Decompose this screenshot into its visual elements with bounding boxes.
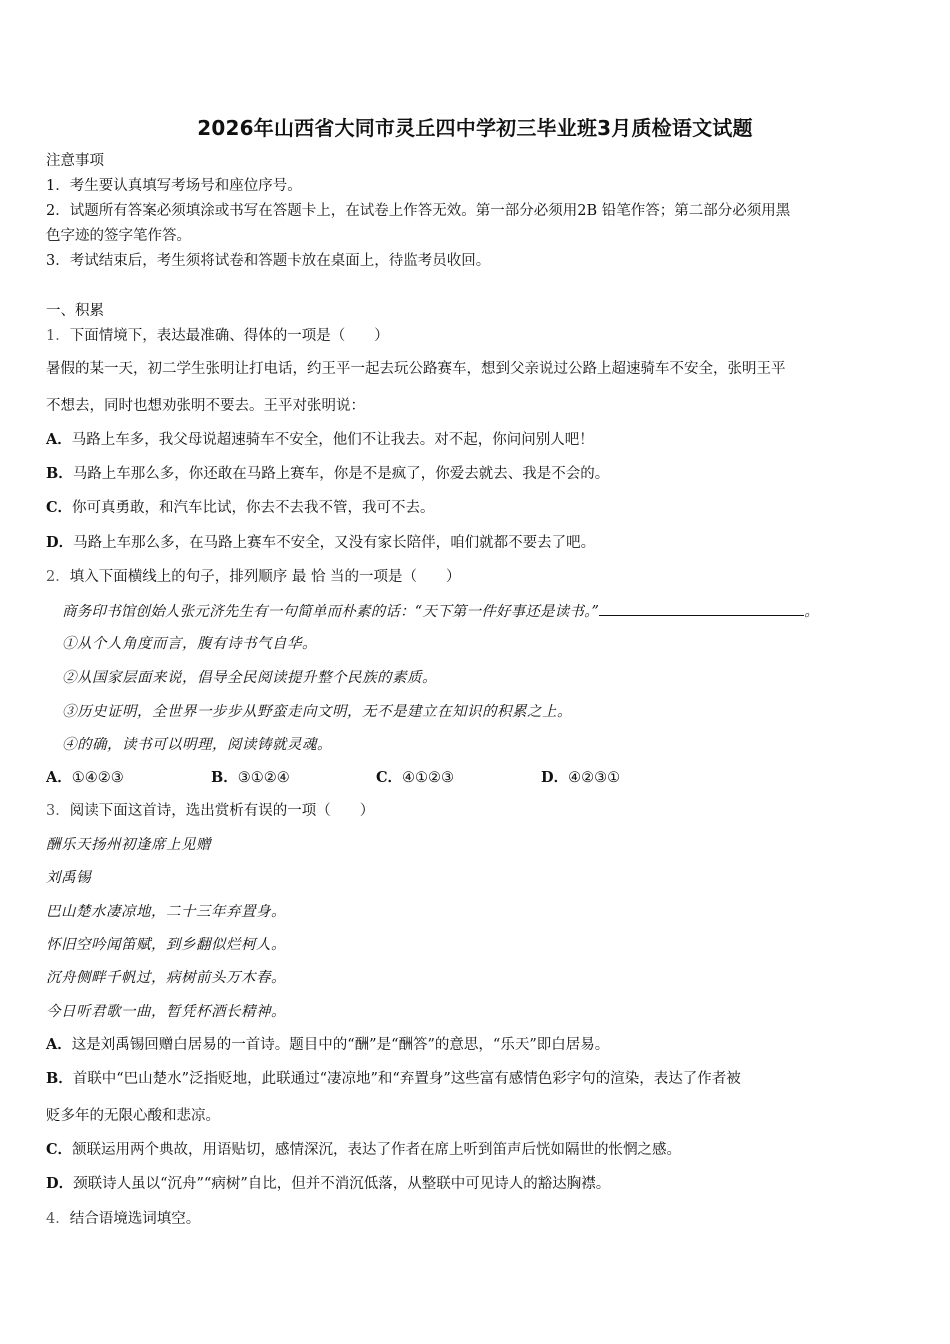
question-number: 2． — [46, 569, 70, 585]
option-d[interactable] — [46, 533, 906, 553]
option-text: 颔联运用两个典故，用语贴切，感情深沉，表达了作者在席上听到笛声后恍如隔世的怅惘之感。 — [72, 1142, 682, 1158]
option-d[interactable] — [541, 768, 620, 788]
question-number: 4． — [46, 1211, 70, 1227]
answer-blank[interactable] — [599, 601, 804, 616]
context-text: 商务印书馆创始人张元济先生有一句简单而朴素的话：“天下第一件好事还是读书。” — [62, 604, 600, 620]
exam-title: 2026年山西省大同市灵丘四中学初三毕业班3月质检语文试题 — [197, 116, 753, 140]
option-label: D． — [46, 534, 74, 551]
question-stem: 阅读下面这首诗，选出赏析有误的一项（ ） — [69, 803, 375, 819]
sentence-item: ④的确，读书可以明理，阅读铸就灵魂。 — [62, 737, 332, 753]
poem-line: 沉舟侧畔千帆过，病树前头万木春。 — [46, 970, 286, 986]
notice-item: 色字迹的签字笔作答。 — [46, 228, 191, 244]
option-text: 马路上车多，我父母说超速骑车不安全，他们不让我去。对不起，你问问别人吧！ — [71, 432, 594, 448]
option-d[interactable] — [46, 1174, 906, 1194]
poem-author: 刘禹锡 — [46, 870, 91, 886]
option-a[interactable] — [46, 1035, 906, 1055]
sentence-item: ②从国家层面来说，倡导全民阅读提升整个民族的素质。 — [62, 670, 437, 686]
context-end: 。 — [804, 604, 819, 620]
question-stem: 下面情境下，表达最准确、得体的一项是（ ） — [69, 328, 389, 344]
option-text: 首联中“巴山楚水”泛指贬地，此联通过“凄凉地”和“弃置身”这些富有感情色彩字句的渲染，表达了作者被 — [72, 1071, 741, 1087]
option-label: A． — [46, 1036, 72, 1053]
poem-line: 怀旧空吟闻笛赋，到乡翻似烂柯人。 — [46, 937, 286, 953]
option-text: 马路上车那么多，在马路上赛车不安全，又没有家长陪伴，咱们就都不要去了吧。 — [73, 535, 596, 551]
option-label: B． — [211, 769, 238, 786]
question-context: 不想去，同时也想劝张明不要去。王平对张明说： — [46, 398, 365, 414]
option-a[interactable] — [46, 430, 906, 450]
option-label: C． — [376, 769, 403, 786]
option-label: B． — [46, 465, 73, 482]
question-number: 3． — [46, 803, 70, 819]
option-text: ④②③① — [568, 770, 621, 786]
question-context — [62, 601, 910, 622]
question-stem: 填入下面横线上的句子，排列顺序 最 恰 当的一项是（ ） — [69, 569, 461, 585]
option-c[interactable] — [376, 768, 454, 788]
option-label: B． — [46, 1070, 73, 1087]
question-context: 暑假的某一天，初二学生张明让打电话，约王平一起去玩公路赛车，想到父亲说过公路上超速骑车不安全，张明王平 — [46, 361, 786, 377]
sentence-item: ③历史证明，全世界一步步从野蛮走向文明，无不是建立在知识的积累之上。 — [62, 704, 572, 720]
poem-title: 酬乐天扬州初逢席上见赠 — [46, 837, 211, 853]
question-1 — [46, 326, 906, 346]
option-b[interactable] — [46, 1069, 906, 1089]
option-text: 颈联诗人虽以“沉舟”“病树”自比，但并不消沉低落，从整联中可见诗人的豁达胸襟。 — [73, 1176, 611, 1192]
option-text: ①④②③ — [71, 770, 124, 786]
option-c[interactable] — [46, 1140, 906, 1160]
question-4 — [46, 1209, 906, 1229]
question-stem: 结合语境选词填空。 — [69, 1211, 201, 1227]
notice-item: 2．试题所有答案必须填涂或书写在答题卡上，在试卷上作答无效。第一部分必须用2B 铅笔作答；第二部分必须用黑 — [46, 203, 791, 219]
question-number: 1． — [46, 328, 70, 344]
option-label: A． — [46, 769, 72, 786]
option-text: 你可真勇敢，和汽车比试，你去不去我不管，我可不去。 — [72, 500, 435, 516]
notice-item: 1．考生要认真填写考场号和座位序号。 — [46, 178, 302, 194]
question-3 — [46, 801, 906, 821]
option-text: ④①②③ — [402, 770, 455, 786]
notice-item: 3．考试结束后，考生须将试卷和答题卡放在桌面上，待监考员收回。 — [46, 253, 491, 269]
poem-line: 巴山楚水凄凉地，二十三年弃置身。 — [46, 904, 286, 920]
option-text: 这是刘禹锡回赠白居易的一首诗。题目中的“酬”是“酬答”的意思，“乐天”即白居易。 — [71, 1037, 610, 1053]
section-heading: 一、积累 — [46, 303, 104, 319]
notice-heading: 注意事项 — [46, 153, 104, 169]
option-label: A． — [46, 431, 72, 448]
option-b-continued: 贬多年的无限心酸和悲凉。 — [46, 1108, 220, 1124]
option-label: C． — [46, 499, 73, 516]
option-text: 马路上车那么多，你还敢在马路上赛车，你是不是疯了，你爱去就去、我是不会的。 — [72, 466, 610, 482]
option-text: ③①②④ — [237, 770, 290, 786]
option-label: D． — [541, 769, 569, 786]
option-b[interactable] — [46, 464, 906, 484]
question-2 — [46, 567, 906, 587]
option-c[interactable] — [46, 498, 906, 518]
option-b[interactable] — [211, 768, 290, 788]
option-label: D． — [46, 1175, 74, 1192]
sentence-item: ①从个人角度而言，腹有诗书气自华。 — [62, 636, 317, 652]
option-a[interactable] — [46, 768, 124, 788]
option-label: C． — [46, 1141, 73, 1158]
poem-line: 今日听君歌一曲，暂凭杯酒长精神。 — [46, 1004, 286, 1020]
